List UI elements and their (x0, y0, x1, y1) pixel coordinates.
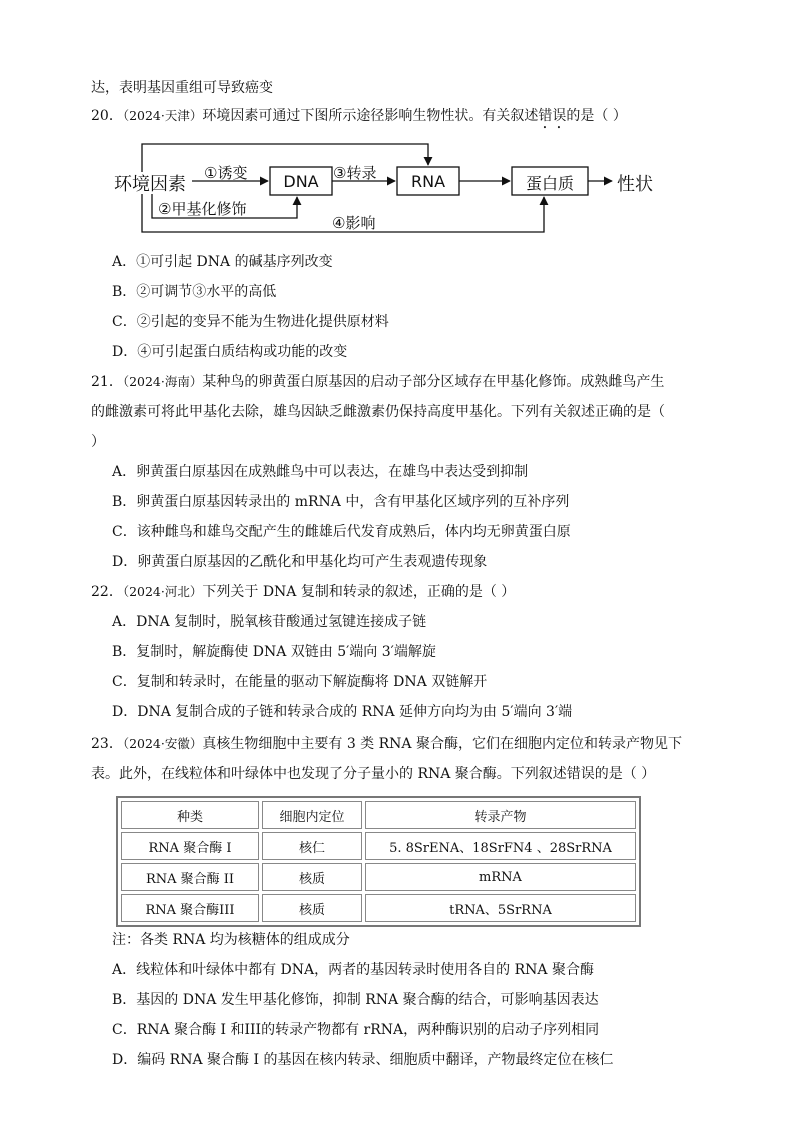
table-note: 注：各类 RNA 均为核糖体的组成成分 (112, 932, 350, 948)
option-b: B．复制时，解旋酶使 DNA 双链由 5′端向 3′端解旋 (112, 644, 436, 660)
node-trait: 性状 (617, 174, 653, 195)
option-d: D．卵黄蛋白原基因的乙酰化和甲基化均可产生表观遗传现象 (112, 554, 488, 570)
question-23-stem (91, 734, 682, 754)
option-d: D．编码 RNA 聚合酶 I 的基因在核内转录、细胞质中翻译，产物最终定位在核仁 (112, 1052, 614, 1068)
question-20-stem (91, 106, 627, 132)
question-text: 下列关于 DNA 复制和转录的叙述，正确的是（ ） (202, 584, 516, 600)
node-dna: DNA (283, 172, 319, 191)
table-cell: 核质 (262, 894, 362, 922)
option-a: A．①可引起 DNA 的碱基序列改变 (112, 254, 333, 270)
header-type: 种类 (121, 801, 259, 829)
rna-polymerase-table (116, 796, 641, 927)
question-source: （2024·海南） (122, 374, 203, 389)
question-number: 23． (91, 736, 123, 752)
question-23-stem-line2: 表。此外，在线粒体和叶绿体中也发现了分子量小的 RNA 聚合酶。下列叙述错误的是（ ） (91, 766, 656, 782)
table-cell: RNA 聚合酶 II (121, 863, 259, 891)
table-cell: tRNA、5SrRNA (365, 894, 636, 922)
option-d: D．④可引起蛋白质结构或功能的改变 (112, 344, 348, 360)
table-header-row (121, 801, 636, 829)
option-c: C．②引起的变异不能为生物进化提供原材料 (112, 314, 389, 330)
option-c: C．该种雌鸟和雄鸟交配产生的雌雄后代发育成熟后，体内均无卵黄蛋白原 (112, 524, 571, 540)
table-cell: 核仁 (262, 832, 362, 860)
table-cell: 5. 8SrENA、18SrFN4 、28SrRNA (365, 832, 636, 860)
option-b: B．基因的 DNA 发生甲基化修饰，抑制 RNA 聚合酶的结合，可影响基因表达 (112, 992, 599, 1008)
node-environment: 环境因素 (114, 174, 186, 195)
question-text: 某种鸟的卵黄蛋白原基因的启动子部分区域存在甲基化修饰。成熟雌鸟产生 (202, 374, 665, 390)
question-text: 环境因素可通过下图所示途径影响生物性状。有关叙述 (202, 108, 539, 124)
question-source: （2024·天津） (122, 108, 203, 123)
label-methylation: ②甲基化修饰 (158, 200, 247, 218)
question-21-stem-line2: 的雌激素可将此甲基化去除，雄鸟因缺乏雌激素仍保持高度甲基化。下列有关叙述正确的是（ (91, 404, 665, 420)
label-influence: ④影响 (332, 214, 376, 232)
emphasis-text: 错误 (538, 108, 567, 124)
intro-line: 达，表明基因重组可导致癌变 (91, 80, 273, 96)
option-a: A．DNA 复制时，脱氧核苷酸通过氢键连接成子链 (112, 614, 427, 630)
question-text: 真核生物细胞中主要有 3 类 RNA 聚合酶，它们在细胞内定位和转录产物见下 (202, 736, 682, 752)
node-rna: RNA (410, 172, 446, 191)
question-number: 21． (91, 374, 123, 390)
option-c: C．RNA 聚合酶 I 和III的转录产物都有 rRNA，两种酶识别的启动子序列相同 (112, 1022, 600, 1038)
table-cell: mRNA (365, 863, 636, 891)
question-21-stem (91, 372, 664, 392)
table-cell: RNA 聚合酶III (121, 894, 259, 922)
table-row (121, 863, 636, 891)
option-d: D．DNA 复制合成的子链和转录合成的 RNA 延伸方向均为由 5′端向 3′端 (112, 704, 573, 720)
question-text-end: 的是（ ） (566, 108, 627, 124)
header-product: 转录产物 (365, 801, 636, 829)
header-location: 细胞内定位 (262, 801, 362, 829)
node-protein: 蛋白质 (525, 174, 574, 193)
table-row (121, 894, 636, 922)
option-b: B．②可调节③水平的高低 (112, 284, 277, 300)
question-21-stem-line3: ） (91, 434, 105, 450)
question-source: （2024·安徽） (122, 736, 203, 751)
question-22-stem (91, 582, 515, 602)
pathway-diagram (100, 132, 700, 242)
option-b: B．卵黄蛋白原基因转录出的 mRNA 中，含有甲基化区域序列的互补序列 (112, 494, 570, 510)
option-a: A．卵黄蛋白原基因在成熟雌鸟中可以表达，在雄鸟中表达受到抑制 (112, 464, 529, 480)
table-cell: RNA 聚合酶 I (121, 832, 259, 860)
option-a: A．线粒体和叶绿体中都有 DNA，两者的基因转录时使用各自的 RNA 聚合酶 (112, 962, 594, 978)
option-c: C．复制和转录时，在能量的驱动下解旋酶将 DNA 双链解开 (112, 674, 488, 690)
question-number: 22． (91, 584, 123, 600)
question-source: （2024·河北） (122, 584, 203, 599)
label-mutation: ①诱变 (204, 164, 248, 182)
table-row (121, 832, 636, 860)
question-number: 20． (91, 108, 123, 124)
label-transcription: ③转录 (333, 164, 377, 182)
table-cell: 核质 (262, 863, 362, 891)
